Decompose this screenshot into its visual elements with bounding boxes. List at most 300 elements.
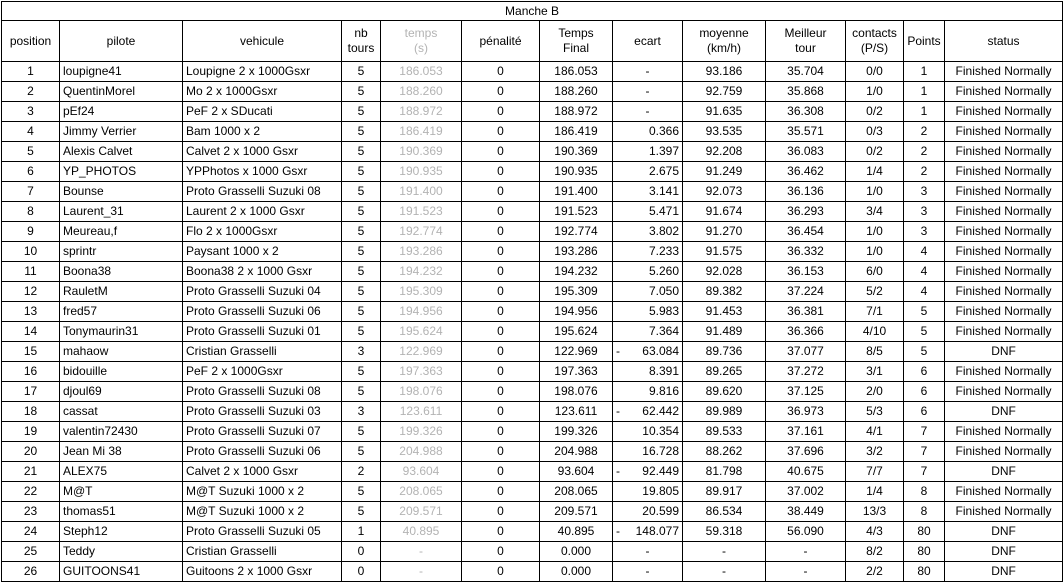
- cell-status: Finished Normally: [945, 242, 1063, 262]
- cell-ecart: [613, 522, 683, 542]
- cell-pilote: Laurent_31: [60, 202, 183, 222]
- ecart-sign: -: [616, 404, 620, 418]
- cell-meilleur-tour: 36.973: [766, 402, 846, 422]
- cell-temps-final: 198.076: [540, 382, 613, 402]
- table-row: [2, 182, 1063, 202]
- table-row: [2, 102, 1063, 122]
- cell-meilleur-tour: 40.675: [766, 462, 846, 482]
- cell-contacts: 2/2: [846, 562, 904, 582]
- cell-moyenne: -: [683, 542, 766, 562]
- cell-status: Finished Normally: [945, 442, 1063, 462]
- header-row: [2, 21, 1063, 62]
- cell-contacts: 0/2: [846, 102, 904, 122]
- cell-ecart: 19.805: [613, 482, 683, 502]
- ecart-value: 62.442: [642, 404, 679, 418]
- cell-meilleur-tour: 35.704: [766, 62, 846, 82]
- cell-vehicule: M@T Suzuki 1000 x 2: [183, 502, 342, 522]
- cell-moyenne: 89.382: [683, 282, 766, 302]
- cell-meilleur-tour: 37.161: [766, 422, 846, 442]
- cell-status: Finished Normally: [945, 122, 1063, 142]
- cell-position: 14: [2, 322, 60, 342]
- cell-points: 3: [904, 202, 945, 222]
- table-row: [2, 222, 1063, 242]
- cell-points: 4: [904, 262, 945, 282]
- cell-temps: 191.523: [381, 202, 462, 222]
- header-pilote: pilote: [60, 21, 183, 62]
- cell-temps-final: 0.000: [540, 562, 613, 582]
- cell-contacts: 3/2: [846, 442, 904, 462]
- cell-vehicule: PeF 2 x SDucati: [183, 102, 342, 122]
- cell-pilote: RauletM: [60, 282, 183, 302]
- cell-moyenne: 86.534: [683, 502, 766, 522]
- cell-meilleur-tour: 35.571: [766, 122, 846, 142]
- cell-temps: 194.956: [381, 302, 462, 322]
- cell-vehicule: Proto Grasselli Suzuki 03: [183, 402, 342, 422]
- cell-penalite: 0: [462, 222, 540, 242]
- header-points: Points: [904, 21, 945, 62]
- cell-vehicule: Proto Grasselli Suzuki 04: [183, 282, 342, 302]
- cell-temps: -: [381, 542, 462, 562]
- table-row: [2, 122, 1063, 142]
- cell-penalite: 0: [462, 562, 540, 582]
- cell-temps-final: 122.969: [540, 342, 613, 362]
- cell-pilote: GUITOONS41: [60, 562, 183, 582]
- table-row: [2, 522, 1063, 542]
- cell-contacts: 3/1: [846, 362, 904, 382]
- cell-status: Finished Normally: [945, 222, 1063, 242]
- cell-temps-final: 192.774: [540, 222, 613, 242]
- cell-moyenne: 89.736: [683, 342, 766, 362]
- cell-vehicule: Calvet 2 x 1000 Gsxr: [183, 142, 342, 162]
- cell-moyenne: 91.453: [683, 302, 766, 322]
- cell-pilote: pEf24: [60, 102, 183, 122]
- cell-meilleur-tour: 35.868: [766, 82, 846, 102]
- cell-moyenne: 91.635: [683, 102, 766, 122]
- cell-penalite: 0: [462, 302, 540, 322]
- cell-vehicule: YPPhotos x 1000 Gsxr: [183, 162, 342, 182]
- cell-meilleur-tour: 37.272: [766, 362, 846, 382]
- cell-ecart: -: [613, 562, 683, 582]
- table-row: [2, 482, 1063, 502]
- header-nb-tours: [342, 21, 381, 62]
- table-row: [2, 282, 1063, 302]
- cell-ecart: 16.728: [613, 442, 683, 462]
- cell-vehicule: Proto Grasselli Suzuki 08: [183, 182, 342, 202]
- cell-points: 80: [904, 542, 945, 562]
- cell-position: 18: [2, 402, 60, 422]
- cell-temps-final: 40.895: [540, 522, 613, 542]
- cell-contacts: 13/3: [846, 502, 904, 522]
- cell-moyenne: 93.535: [683, 122, 766, 142]
- table-row: [2, 262, 1063, 282]
- cell-status: Finished Normally: [945, 362, 1063, 382]
- cell-ecart: 1.397: [613, 142, 683, 162]
- cell-status: Finished Normally: [945, 322, 1063, 342]
- cell-vehicule: Proto Grasselli Suzuki 05: [183, 522, 342, 542]
- cell-penalite: 0: [462, 202, 540, 222]
- cell-temps: 204.988: [381, 442, 462, 462]
- cell-position: 16: [2, 362, 60, 382]
- ecart-sign: -: [616, 524, 620, 538]
- cell-position: 25: [2, 542, 60, 562]
- cell-moyenne: 91.249: [683, 162, 766, 182]
- cell-penalite: 0: [462, 242, 540, 262]
- cell-position: 7: [2, 182, 60, 202]
- cell-position: 11: [2, 262, 60, 282]
- title-row: [2, 2, 1063, 21]
- cell-penalite: 0: [462, 442, 540, 462]
- cell-vehicule: Proto Grasselli Suzuki 07: [183, 422, 342, 442]
- cell-position: 26: [2, 562, 60, 582]
- cell-pilote: Jimmy Verrier: [60, 122, 183, 142]
- cell-contacts: 3/4: [846, 202, 904, 222]
- cell-penalite: 0: [462, 382, 540, 402]
- cell-meilleur-tour: 36.332: [766, 242, 846, 262]
- header-meilleur-tour: [766, 21, 846, 62]
- cell-points: 6: [904, 362, 945, 382]
- cell-ecart: [613, 342, 683, 362]
- cell-temps-final: 195.309: [540, 282, 613, 302]
- cell-position: 21: [2, 462, 60, 482]
- cell-moyenne: 89.533: [683, 422, 766, 442]
- cell-ecart: 7.050: [613, 282, 683, 302]
- cell-position: 12: [2, 282, 60, 302]
- cell-temps: 186.419: [381, 122, 462, 142]
- results-table: [1, 1, 1063, 582]
- header-temps-final: [540, 21, 613, 62]
- cell-points: 7: [904, 462, 945, 482]
- cell-meilleur-tour: 36.366: [766, 322, 846, 342]
- cell-penalite: 0: [462, 122, 540, 142]
- cell-temps-final: 0.000: [540, 542, 613, 562]
- cell-temps: 198.076: [381, 382, 462, 402]
- cell-vehicule: Loupigne 2 x 1000Gsxr: [183, 62, 342, 82]
- cell-position: 1: [2, 62, 60, 82]
- cell-penalite: 0: [462, 82, 540, 102]
- cell-contacts: 2/0: [846, 382, 904, 402]
- cell-vehicule: Bam 1000 x 2: [183, 122, 342, 142]
- cell-ecart: 2.675: [613, 162, 683, 182]
- cell-moyenne: 91.489: [683, 322, 766, 342]
- cell-position: 24: [2, 522, 60, 542]
- cell-status: Finished Normally: [945, 282, 1063, 302]
- table-row: [2, 542, 1063, 562]
- table-row: [2, 82, 1063, 102]
- cell-status: Finished Normally: [945, 182, 1063, 202]
- cell-ecart: 20.599: [613, 502, 683, 522]
- cell-pilote: Tonymaurin31: [60, 322, 183, 342]
- header-status: status: [945, 21, 1063, 62]
- cell-vehicule: Paysant 1000 x 2: [183, 242, 342, 262]
- cell-meilleur-tour: 37.125: [766, 382, 846, 402]
- cell-ecart: 7.364: [613, 322, 683, 342]
- cell-penalite: 0: [462, 482, 540, 502]
- table-row: [2, 202, 1063, 222]
- cell-contacts: 1/4: [846, 482, 904, 502]
- cell-penalite: 0: [462, 182, 540, 202]
- cell-nb-tours: 0: [342, 542, 381, 562]
- cell-temps: 93.604: [381, 462, 462, 482]
- table-row: [2, 62, 1063, 82]
- cell-nb-tours: 5: [342, 322, 381, 342]
- cell-temps-final: 186.053: [540, 62, 613, 82]
- cell-moyenne: -: [683, 562, 766, 582]
- cell-points: 7: [904, 442, 945, 462]
- cell-points: 2: [904, 162, 945, 182]
- cell-pilote: bidouille: [60, 362, 183, 382]
- table-row: [2, 562, 1063, 582]
- cell-moyenne: 91.575: [683, 242, 766, 262]
- header-temps: [381, 21, 462, 62]
- cell-ecart: -: [613, 102, 683, 122]
- header-temps-final-line1: Temps: [558, 26, 594, 40]
- cell-temps: 122.969: [381, 342, 462, 362]
- table-row: [2, 242, 1063, 262]
- cell-status: Finished Normally: [945, 262, 1063, 282]
- ecart-value: 148.077: [635, 524, 679, 538]
- cell-position: 3: [2, 102, 60, 122]
- cell-points: 1: [904, 82, 945, 102]
- cell-pilote: YP_PHOTOS: [60, 162, 183, 182]
- cell-moyenne: 89.917: [683, 482, 766, 502]
- cell-ecart: 8.391: [613, 362, 683, 382]
- table-row: [2, 462, 1063, 482]
- cell-position: 20: [2, 442, 60, 462]
- cell-ecart: -: [613, 62, 683, 82]
- cell-temps: 209.571: [381, 502, 462, 522]
- cell-pilote: Steph12: [60, 522, 183, 542]
- cell-pilote: Teddy: [60, 542, 183, 562]
- cell-penalite: 0: [462, 422, 540, 442]
- cell-temps: 123.611: [381, 402, 462, 422]
- cell-penalite: 0: [462, 522, 540, 542]
- cell-pilote: M@T: [60, 482, 183, 502]
- cell-temps-final: 193.286: [540, 242, 613, 262]
- ecart-value: 92.449: [642, 464, 679, 478]
- cell-temps-final: 188.972: [540, 102, 613, 122]
- cell-nb-tours: 5: [342, 202, 381, 222]
- cell-meilleur-tour: 56.090: [766, 522, 846, 542]
- cell-status: Finished Normally: [945, 502, 1063, 522]
- cell-nb-tours: 5: [342, 422, 381, 442]
- cell-meilleur-tour: 37.077: [766, 342, 846, 362]
- cell-temps: 190.935: [381, 162, 462, 182]
- cell-vehicule: Guitoons 2 x 1000 Gsxr: [183, 562, 342, 582]
- cell-temps-final: 197.363: [540, 362, 613, 382]
- cell-nb-tours: 5: [342, 102, 381, 122]
- cell-meilleur-tour: 36.462: [766, 162, 846, 182]
- cell-meilleur-tour: 36.308: [766, 102, 846, 122]
- cell-penalite: 0: [462, 102, 540, 122]
- cell-temps: 195.624: [381, 322, 462, 342]
- cell-vehicule: Proto Grasselli Suzuki 06: [183, 302, 342, 322]
- cell-nb-tours: 5: [342, 302, 381, 322]
- cell-moyenne: 92.208: [683, 142, 766, 162]
- cell-contacts: 0/2: [846, 142, 904, 162]
- cell-moyenne: 89.989: [683, 402, 766, 422]
- cell-temps: 197.363: [381, 362, 462, 382]
- cell-position: 23: [2, 502, 60, 522]
- cell-points: 5: [904, 322, 945, 342]
- cell-temps: 40.895: [381, 522, 462, 542]
- cell-ecart: 5.471: [613, 202, 683, 222]
- cell-points: 80: [904, 562, 945, 582]
- cell-status: Finished Normally: [945, 82, 1063, 102]
- cell-points: 1: [904, 102, 945, 122]
- cell-status: Finished Normally: [945, 302, 1063, 322]
- header-nb-tours-line2: tours: [347, 41, 375, 55]
- cell-meilleur-tour: -: [766, 562, 846, 582]
- cell-temps: 190.369: [381, 142, 462, 162]
- cell-temps-final: 191.523: [540, 202, 613, 222]
- cell-ecart: 10.354: [613, 422, 683, 442]
- cell-vehicule: Flo 2 x 1000Gsxr: [183, 222, 342, 242]
- cell-vehicule: Boona38 2 x 1000 Gsxr: [183, 262, 342, 282]
- results-body: [2, 62, 1063, 582]
- cell-moyenne: 89.265: [683, 362, 766, 382]
- cell-points: 7: [904, 422, 945, 442]
- cell-vehicule: PeF 2 x 1000Gsxr: [183, 362, 342, 382]
- header-vehicule: vehicule: [183, 21, 342, 62]
- cell-temps: -: [381, 562, 462, 582]
- cell-nb-tours: 1: [342, 522, 381, 542]
- cell-moyenne: 88.262: [683, 442, 766, 462]
- cell-contacts: 4/10: [846, 322, 904, 342]
- cell-contacts: 1/0: [846, 242, 904, 262]
- cell-moyenne: 93.186: [683, 62, 766, 82]
- cell-contacts: 1/0: [846, 182, 904, 202]
- cell-penalite: 0: [462, 322, 540, 342]
- table-row: [2, 402, 1063, 422]
- cell-ecart: [613, 402, 683, 422]
- ecart-sign: -: [616, 464, 620, 478]
- cell-status: DNF: [945, 562, 1063, 582]
- cell-moyenne: 89.620: [683, 382, 766, 402]
- cell-points: 6: [904, 402, 945, 422]
- cell-vehicule: Laurent 2 x 1000 Gsxr: [183, 202, 342, 222]
- cell-penalite: 0: [462, 162, 540, 182]
- header-contacts: [846, 21, 904, 62]
- cell-moyenne: 91.674: [683, 202, 766, 222]
- table-row: [2, 422, 1063, 442]
- cell-temps-final: 204.988: [540, 442, 613, 462]
- cell-points: 2: [904, 122, 945, 142]
- cell-status: Finished Normally: [945, 422, 1063, 442]
- cell-meilleur-tour: 36.381: [766, 302, 846, 322]
- cell-pilote: sprintr: [60, 242, 183, 262]
- cell-nb-tours: 5: [342, 62, 381, 82]
- cell-meilleur-tour: 36.153: [766, 262, 846, 282]
- cell-ecart: 7.233: [613, 242, 683, 262]
- cell-points: 3: [904, 182, 945, 202]
- cell-nb-tours: 5: [342, 122, 381, 142]
- cell-status: Finished Normally: [945, 62, 1063, 82]
- cell-position: 17: [2, 382, 60, 402]
- cell-vehicule: Mo 2 x 1000Gsxr: [183, 82, 342, 102]
- cell-temps: 188.260: [381, 82, 462, 102]
- table-row: [2, 302, 1063, 322]
- cell-contacts: 6/0: [846, 262, 904, 282]
- table-row: [2, 162, 1063, 182]
- cell-status: DNF: [945, 542, 1063, 562]
- cell-nb-tours: 5: [342, 442, 381, 462]
- header-temps-line2: (s): [414, 41, 428, 55]
- cell-pilote: mahaow: [60, 342, 183, 362]
- cell-vehicule: Proto Grasselli Suzuki 01: [183, 322, 342, 342]
- cell-temps: 192.774: [381, 222, 462, 242]
- table-row: [2, 362, 1063, 382]
- cell-pilote: thomas51: [60, 502, 183, 522]
- header-contacts-line1: contacts: [852, 26, 897, 40]
- cell-status: Finished Normally: [945, 142, 1063, 162]
- cell-status: Finished Normally: [945, 382, 1063, 402]
- cell-ecart: -: [613, 542, 683, 562]
- cell-points: 4: [904, 282, 945, 302]
- cell-contacts: 8/5: [846, 342, 904, 362]
- cell-nb-tours: 0: [342, 562, 381, 582]
- header-meilleur-line2: tour: [795, 41, 816, 55]
- cell-nb-tours: 5: [342, 502, 381, 522]
- cell-temps-final: 190.369: [540, 142, 613, 162]
- cell-temps-final: 93.604: [540, 462, 613, 482]
- header-contacts-line2: (P/S): [860, 41, 889, 55]
- header-temps-line1: temps: [404, 26, 438, 40]
- cell-temps-final: 194.956: [540, 302, 613, 322]
- cell-temps: 195.309: [381, 282, 462, 302]
- table-title: Manche B: [2, 2, 1063, 21]
- cell-pilote: djoul69: [60, 382, 183, 402]
- cell-meilleur-tour: 38.449: [766, 502, 846, 522]
- cell-position: 8: [2, 202, 60, 222]
- cell-position: 10: [2, 242, 60, 262]
- header-moyenne-line1: moyenne: [699, 26, 749, 40]
- cell-nb-tours: 5: [342, 142, 381, 162]
- cell-status: Finished Normally: [945, 482, 1063, 502]
- cell-meilleur-tour: 37.696: [766, 442, 846, 462]
- cell-contacts: 1/0: [846, 82, 904, 102]
- cell-penalite: 0: [462, 282, 540, 302]
- cell-contacts: 7/1: [846, 302, 904, 322]
- cell-contacts: 7/7: [846, 462, 904, 482]
- cell-status: Finished Normally: [945, 102, 1063, 122]
- cell-moyenne: 59.318: [683, 522, 766, 542]
- cell-points: 3: [904, 222, 945, 242]
- header-moyenne-line2: (km/h): [707, 41, 741, 55]
- cell-penalite: 0: [462, 62, 540, 82]
- cell-contacts: 1/4: [846, 162, 904, 182]
- cell-penalite: 0: [462, 262, 540, 282]
- cell-contacts: 1/0: [846, 222, 904, 242]
- cell-temps: 191.400: [381, 182, 462, 202]
- header-meilleur-line1: Meilleur: [784, 26, 827, 40]
- cell-vehicule: Proto Grasselli Suzuki 06: [183, 442, 342, 462]
- cell-pilote: Jean Mi 38: [60, 442, 183, 462]
- cell-nb-tours: 5: [342, 262, 381, 282]
- cell-position: 2: [2, 82, 60, 102]
- cell-meilleur-tour: 36.136: [766, 182, 846, 202]
- cell-vehicule: Proto Grasselli Suzuki 08: [183, 382, 342, 402]
- cell-meilleur-tour: 37.224: [766, 282, 846, 302]
- cell-nb-tours: 5: [342, 162, 381, 182]
- cell-position: 19: [2, 422, 60, 442]
- cell-pilote: loupigne41: [60, 62, 183, 82]
- header-temps-final-line2: Final: [562, 41, 589, 55]
- cell-temps-final: 186.419: [540, 122, 613, 142]
- cell-temps-final: 208.065: [540, 482, 613, 502]
- cell-penalite: 0: [462, 502, 540, 522]
- cell-nb-tours: 5: [342, 182, 381, 202]
- cell-contacts: 0/3: [846, 122, 904, 142]
